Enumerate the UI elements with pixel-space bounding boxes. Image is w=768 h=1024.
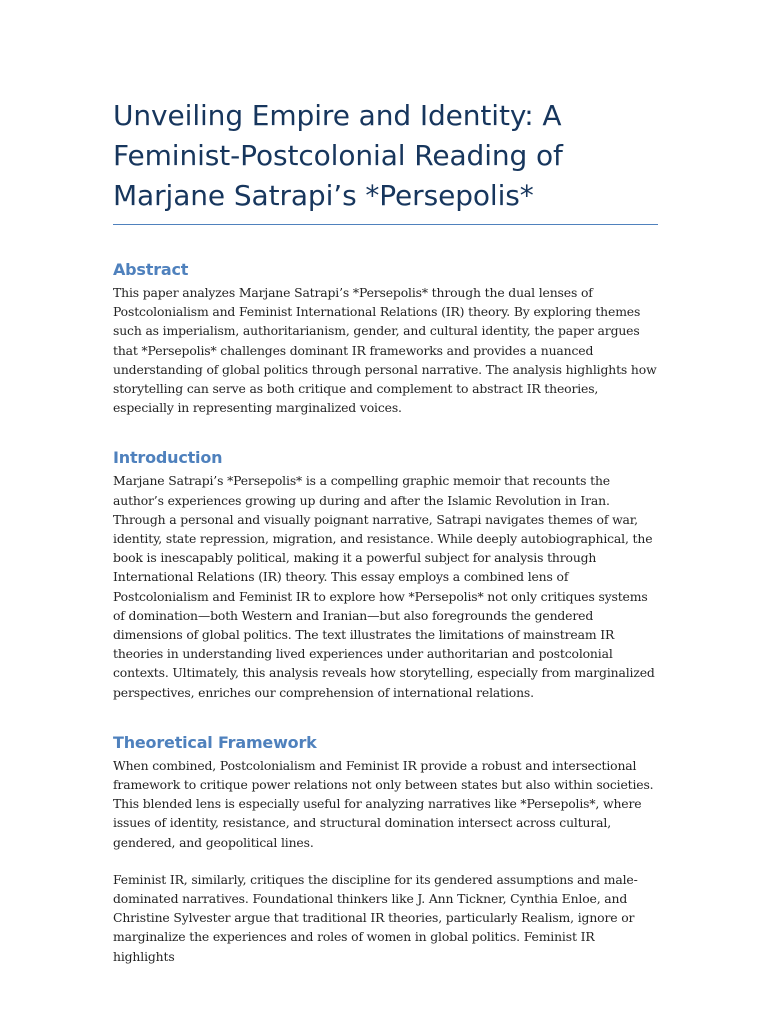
document-body <box>113 96 658 966</box>
section-heading-introduction: Introduction <box>113 448 223 468</box>
introduction-paragraph: Marjane Satrapi’s *Persepolis* is a compelling graphic memoir that recounts the author’s experiences growing up during and after the Islamic Revolution in Iran. Through a personal and visually poignant narrative, Satrapi navigates themes of war, identity, state repression, migration, and resistance. While deeply autobiographical, the book is inescapably political, making it a powerful subject for analysis through International Relations (IR) theory. This essay employs a combined lens of Postcolonialism and Feminist IR to explore how *Persepolis* not only critiques systems of domination—both Western and Iranian—but also foregrounds the gendered dimensions of global politics. The text illustrates the limitations of mainstream IR theories in understanding lived experiences under authoritarian and postcolonial contexts. Ultimately, this analysis reveals how storytelling, especially from marginalized perspectives, enriches our comprehension of international relations. <box>113 473 655 700</box>
section-heading-abstract: Abstract <box>113 260 189 279</box>
section-heading-theoretical-framework: Theoretical Framework <box>113 732 317 752</box>
document-title: Unveiling Empire and Identity: A Feminist-Postcolonial Reading of Marjane Satrapi’s *Persepolis* <box>113 96 658 225</box>
theoretical-framework-paragraph-2: Feminist IR, similarly, critiques the discipline for its gendered assumptions and male-dominated narratives. Foundational thinkers like J. Ann Tickner, Cynthia Enloe, and Christine Sylvester argue that traditional IR theories, particularly Realism, ignore or marginalize the experiences and roles of women in global politics. Feminist IR highlights <box>113 871 638 964</box>
abstract-paragraph: This paper analyzes Marjane Satrapi’s *Persepolis* through the dual lenses of Postcolonialism and Feminist International Relations (IR) theory. By exploring themes such as imperialism, authoritarianism, gender, and cultural identity, the paper argues that *Persepolis* challenges dominant IR frameworks and provides a nuanced understanding of global politics through personal narrative. The analysis highlights how storytelling can serve as both critique and complement to abstract IR theories, especially in representing marginalized voices. <box>113 285 657 416</box>
theoretical-framework-paragraph-1: When combined, Postcolonialism and Feminist IR provide a robust and intersectional framework to critique power relations not only between states but also within societies. This blended lens is especially useful for analyzing narratives like *Persepolis*, where issues of identity, resistance, and structural domination intersect across cultural, gendered, and geopolitical lines. <box>113 757 654 850</box>
